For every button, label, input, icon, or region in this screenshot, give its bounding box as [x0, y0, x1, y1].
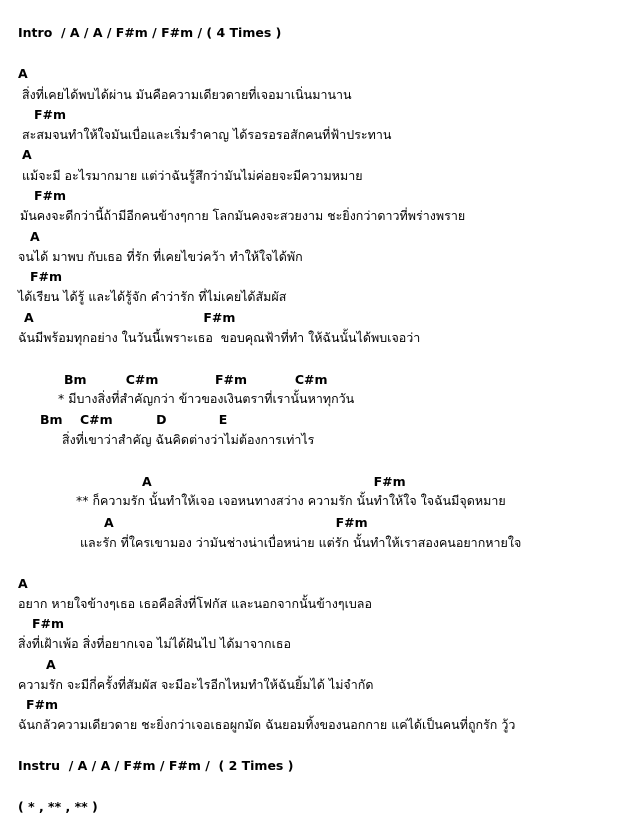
- chord-line: A: [18, 576, 28, 591]
- chord-line: A F#m: [104, 515, 368, 530]
- chord-line: F#m: [34, 188, 67, 203]
- chord-line: A F#m: [142, 474, 406, 489]
- lyric-line: ฉันมีพร้อมทุกอย่าง ในวันนี้เพราะเธอ ขอบคุณฟ้าที่ทำ ให้ฉันนั้นได้พบเจอว่า: [18, 330, 421, 345]
- lyric-line: สิ่งที่เขาว่าสำคัญ ฉันคิดต่างว่าไม่ต้องการเท่าไร: [62, 432, 315, 447]
- lyric-line: สิ่งที่เฝ้าเพ้อ สิ่งที่อยากเจอ ไม่ได้ฝันไป ได้มาจากเธอ: [18, 636, 292, 651]
- lyric-line: สิ่งที่เคยได้พบได้ผ่าน มันคือความเดียวดายที่เจอมาเนิ่นมานาน: [22, 87, 352, 102]
- chord-line: A: [18, 66, 28, 81]
- lyric-line: ได้เรียน ได้รู้ และได้รู้จัก คำว่ารัก ที่ไม่เคยได้สัมผัส: [18, 289, 287, 304]
- chord-line: A: [22, 147, 32, 162]
- lyric-line: และรัก ที่ใครเขามอง ว่ามันช่างน่าเบื่อหน่าย แต่รัก นั้นทำให้เราสองคนอยากหายใจ: [80, 535, 522, 550]
- repeat-instruction: ( * , ** , ** ): [18, 799, 98, 814]
- lyric-line: * มีบางสิ่งที่สำคัญกว่า ข้าวของเงินตราที่เรานั้นหาทุกวัน: [58, 391, 355, 406]
- chord-line: Bm C#m F#m C#m: [64, 372, 328, 387]
- chord-line: A: [46, 657, 56, 672]
- chord-line: F#m: [32, 616, 65, 631]
- lyric-line: ฉันกลัวความเดียวดาย ชะยิ่งกว่าเจอเธอผูกมัด ฉันยอมทิ้งของนอกกาย แค่ได้เป็นคนที่ถูกรัก วู้ว: [18, 717, 516, 732]
- chord-line: A F#m: [24, 310, 236, 325]
- lyric-line: มันคงจะดีกว่านี้ถ้ามีอีกคนข้างๆกาย โลกมันคงจะสวยงาม ชะยิ่งกว่าดาวที่พร่างพราย: [20, 208, 466, 223]
- intro-line: Intro / A / A / F#m / F#m / ( 4 Times ): [18, 25, 282, 40]
- chord-line: Bm C#m D E: [40, 412, 228, 427]
- lyric-line: จนได้ มาพบ กับเธอ ที่รัก ที่เคยไขว่คว้า ทำให้ใจได้พัก: [18, 249, 303, 264]
- lyric-line: แม้จะมี อะไรมากมาย แต่ว่าฉันรู้สึกว่ามันไม่ค่อยจะมีความหมาย: [22, 168, 363, 183]
- chord-line: F#m: [34, 107, 67, 122]
- lyric-line: ความรัก จะมีกี่ครั้งที่สัมผัส จะมีอะไรอีกไหมทำให้ฉันยิ้มได้ ไม่จำกัด: [18, 677, 374, 692]
- lyric-line: ** ก็ความรัก นั้นทำให้เจอ เจอหนทางสว่าง ความรัก นั้นทำให้ใจ ใจฉันมีจุดหมาย: [76, 493, 506, 508]
- chord-line: F#m: [30, 269, 63, 284]
- chord-line: A: [30, 229, 40, 244]
- lyric-line: อยาก หายใจข้างๆเธอ เธอคือสิ่งที่โฟกัส และนอกจากนั้นข้างๆเบลอ: [18, 596, 372, 611]
- chord-line: F#m: [26, 697, 59, 712]
- instrumental-line: Instru / A / A / F#m / F#m / ( 2 Times ): [18, 758, 294, 773]
- lyric-line: สะสมจนทำให้ใจมันเบื่อและเริ่มรำคาญ ได้รอรอรอสักคนที่ฟ้าประทาน: [22, 127, 392, 142]
